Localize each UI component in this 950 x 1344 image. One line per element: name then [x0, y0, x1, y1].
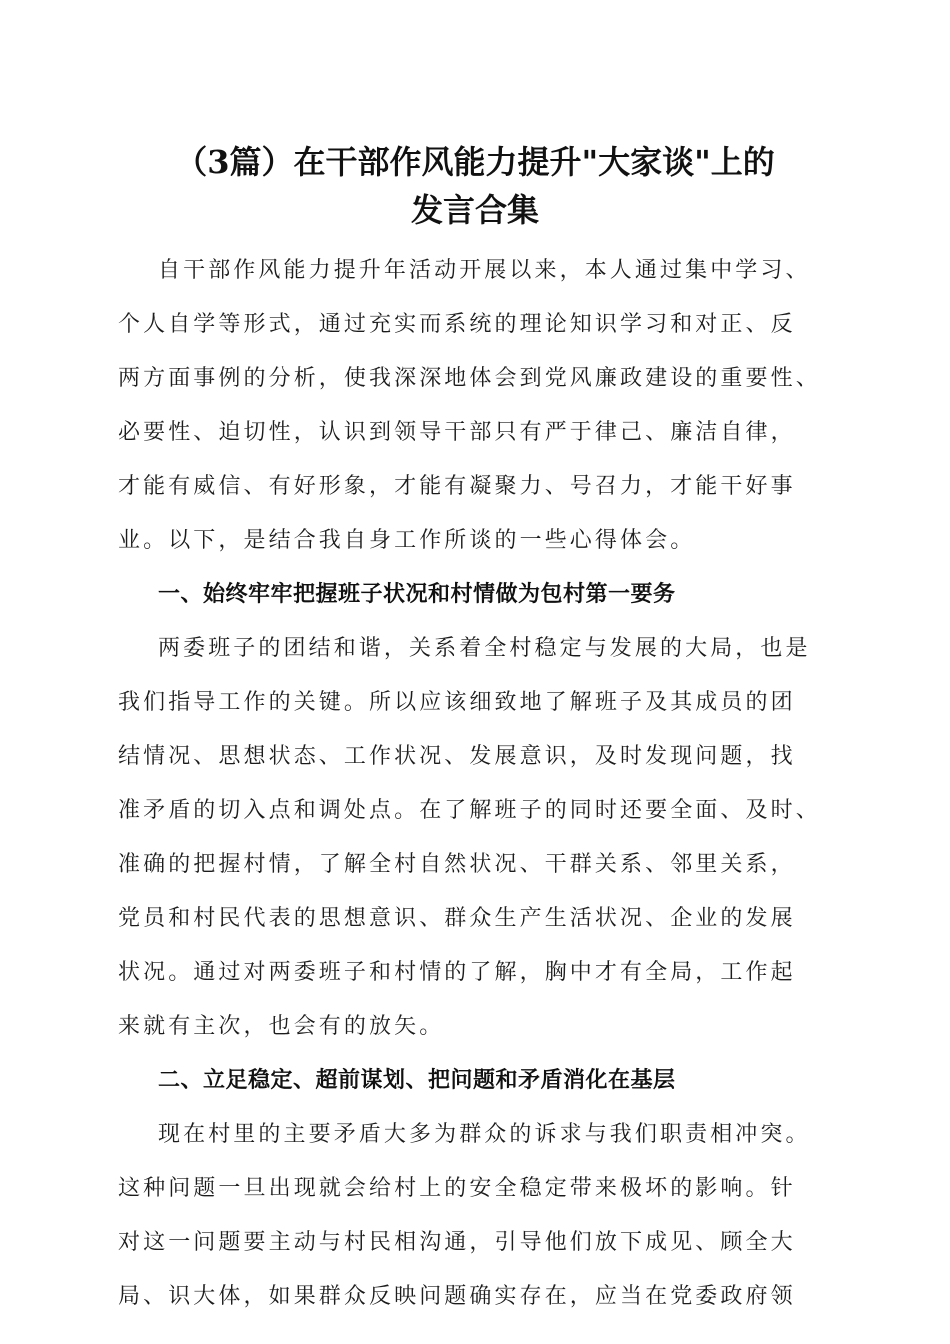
- section1-line: 状况。通过对两委班子和村情的了解，胸中才有全局，工作起: [118, 960, 796, 985]
- section1-line: 党员和村民代表的思想意识、群众生产生活状况、企业的发展: [118, 906, 796, 931]
- document-title-line-1: （3篇）在干部作风能力提升"大家谈"上的: [175, 143, 775, 181]
- section2-line: 对这一问题要主动与村民相沟通，引导他们放下成见、顾全大: [118, 1230, 796, 1255]
- intro-line: 才能有威信、有好形象，才能有凝聚力、号召力，才能干好事: [118, 474, 796, 499]
- section1-line: 准矛盾的切入点和调处点。在了解班子的同时还要全面、及时、: [118, 798, 821, 823]
- section1-line: 两委班子的团结和谐，关系着全村稳定与发展的大局，也是: [158, 636, 811, 661]
- intro-line: 两方面事例的分析，使我深深地体会到党风廉政建设的重要性、: [118, 366, 821, 391]
- section2-line: 这种问题一旦出现就会给村上的安全稳定带来极坏的影响。针: [118, 1176, 796, 1201]
- section2-line: 局、识大体，如果群众反映问题确实存在，应当在党委政府领: [118, 1284, 796, 1309]
- intro-line: 个人自学等形式，通过充实而系统的理论知识学习和对正、反: [118, 312, 796, 337]
- section1-line: 结情况、思想状态、工作状况、发展意识，及时发现问题，找: [118, 744, 796, 769]
- document-title-line-2: 发言合集: [410, 191, 539, 229]
- intro-line: 自干部作风能力提升年活动开展以来，本人通过集中学习、: [158, 258, 811, 283]
- intro-line: 必要性、迫切性，认识到领导干部只有严于律己、廉洁自律，: [118, 420, 796, 445]
- section1-line: 准确的把握村情，了解全村自然状况、干群关系、邻里关系，: [118, 852, 796, 877]
- section-heading-2: 二、立足稳定、超前谋划、把问题和矛盾消化在基层: [158, 1068, 676, 1093]
- section1-line: 来就有主次，也会有的放矢。: [118, 1014, 445, 1039]
- intro-line: 业。以下，是结合我自身工作所谈的一些心得体会。: [118, 528, 696, 553]
- section-heading-1: 一、始终牢牢把握班子状况和村情做为包村第一要务: [158, 582, 676, 607]
- section1-line: 我们指导工作的关键。所以应该细致地了解班子及其成员的团: [118, 690, 796, 715]
- section2-line: 现在村里的主要矛盾大多为群众的诉求与我们职责相冲突。: [158, 1122, 811, 1147]
